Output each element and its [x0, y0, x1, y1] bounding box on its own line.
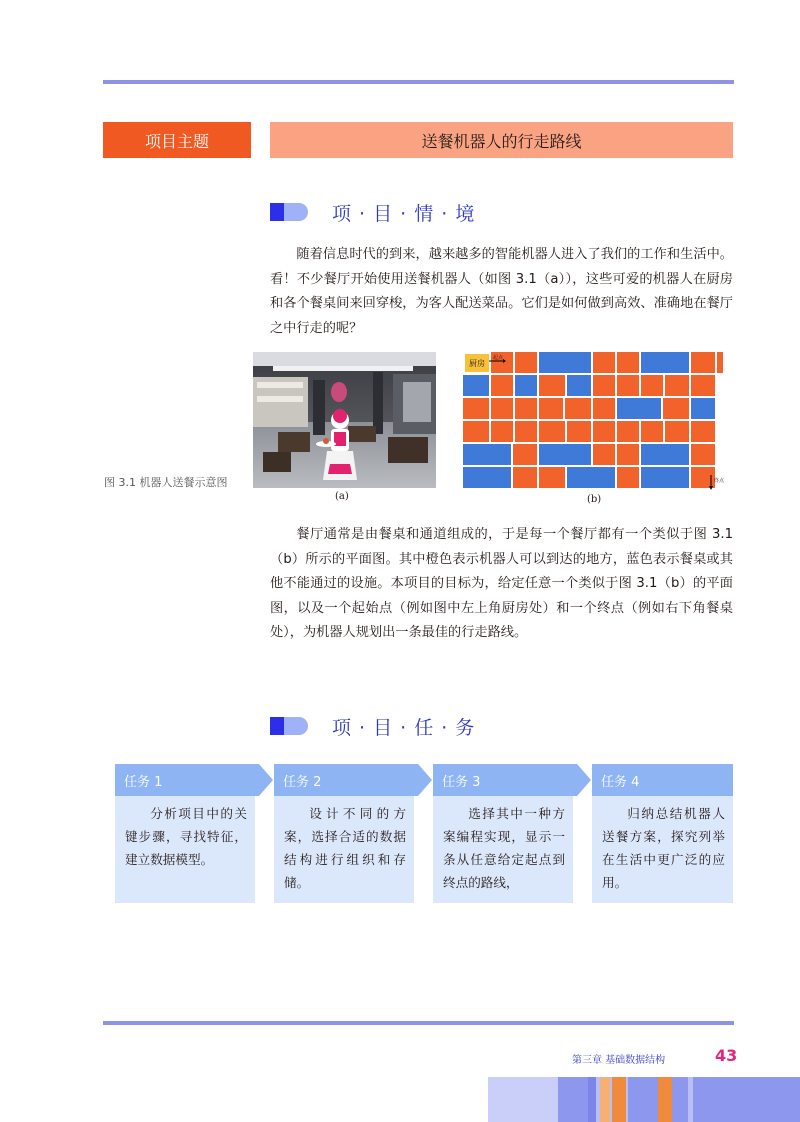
restaurant-floor-plan	[463, 352, 723, 492]
kitchen-marker	[465, 354, 489, 372]
passable-cell	[617, 421, 639, 442]
passable-cell	[491, 398, 513, 419]
end-label: 终点	[714, 478, 725, 484]
passable-cell	[513, 467, 537, 488]
passable-cell	[691, 375, 715, 396]
passable-cell	[691, 444, 715, 465]
figure-b-label: (b)	[587, 494, 602, 505]
passable-cell	[515, 352, 537, 373]
passable-cell	[515, 421, 537, 442]
passable-cell	[665, 375, 689, 396]
theme-title: 送餐机器人的行走路线	[270, 122, 733, 158]
kitchen-label: 厨房	[469, 359, 485, 368]
blocked-cell	[463, 467, 511, 488]
blocked-cell	[463, 375, 489, 396]
passable-cell	[617, 444, 639, 465]
passable-cell	[617, 352, 639, 373]
passable-cell	[513, 444, 537, 465]
blocked-cell	[463, 444, 511, 465]
task-3-body: 选择其中一种方案编程实现，显示一条从任意给定起点到终点的路线，	[433, 796, 573, 903]
passable-cell	[515, 398, 537, 419]
blocked-cell	[567, 467, 615, 488]
passable-cell	[539, 398, 563, 419]
passable-cell	[567, 421, 591, 442]
task-2-body: 设计不同的方案，选择合适的数据结构进行组织和存储。	[274, 796, 414, 903]
task-4-body: 归纳总结机器人送餐方案，探究列举在生活中更广泛的应用。	[592, 796, 733, 903]
section-marker-icon	[270, 717, 310, 735]
passable-cell	[641, 421, 663, 442]
section-situation-header	[270, 197, 475, 227]
passable-cell	[491, 375, 513, 396]
end-marker	[709, 475, 725, 490]
goal-paragraph: 餐厅通常是由餐桌和通道组成的，于是每一个餐厅都有一个类似于图 3.1（b）所示的平面图。其中橙色表示机器人可以到达的地方，蓝色表示餐桌或其他不能通过的设施。本项目的目标为，给定任意一个类似于图 3.1（b）的平面图，以及一个起始点（例如图中左上角厨房处）和一个终点（例如右下角餐桌处），为机器人规划出一条最佳的行走路线。	[270, 527, 733, 640]
passable-cell	[463, 421, 489, 442]
blocked-cell	[691, 398, 715, 419]
task-4-title: 任务 4	[601, 774, 640, 790]
task-2-title: 任务 2	[283, 774, 322, 790]
task-2-header	[274, 764, 432, 796]
robot-restaurant-photo	[253, 352, 436, 488]
top-rule	[103, 80, 734, 84]
passable-cell	[617, 375, 639, 396]
section-situation-title: 项 · 目 · 情 · 境	[332, 202, 476, 225]
passable-cell	[463, 398, 489, 419]
passable-cell	[539, 421, 565, 442]
footer-decoration	[488, 1077, 800, 1122]
passable-cell	[691, 352, 715, 373]
passable-cell	[593, 421, 615, 442]
passable-cell	[665, 421, 689, 442]
task-1-title: 任务 1	[124, 774, 163, 790]
passable-cell	[691, 421, 715, 442]
blocked-cell	[641, 352, 689, 373]
passable-cell	[593, 352, 615, 373]
passable-cell	[539, 467, 565, 488]
task-list	[115, 764, 735, 904]
passable-cell	[617, 467, 639, 488]
section-task-header	[270, 711, 475, 741]
passable-cell	[641, 375, 663, 396]
theme-label: 项目主题	[103, 122, 251, 158]
figure-a-label: (a)	[335, 491, 349, 502]
bottom-rule	[103, 1021, 734, 1025]
blocked-cell	[641, 444, 689, 465]
blocked-cell	[539, 444, 591, 465]
passable-cell	[565, 398, 591, 419]
blocked-cell	[617, 398, 661, 419]
passable-cell	[539, 375, 565, 396]
figure-caption: 图 3.1 机器人送餐示意图	[104, 476, 228, 489]
passable-cell	[491, 421, 513, 442]
task-3-header	[433, 764, 591, 796]
passable-cell	[593, 375, 615, 396]
task-4-header	[592, 764, 733, 796]
blocked-cell	[515, 375, 537, 396]
passable-cell	[593, 444, 615, 465]
passable-cell	[593, 398, 615, 419]
footer-chapter: 第三章 基础数据结构	[572, 1055, 666, 1066]
passable-cell	[717, 352, 723, 373]
page-number: 43	[715, 1046, 738, 1065]
task-3-title: 任务 3	[442, 774, 481, 790]
blocked-cell	[567, 375, 591, 396]
section-task-title: 项 · 目 · 任 · 务	[332, 716, 476, 739]
blocked-cell	[641, 467, 689, 488]
section-marker-icon	[270, 203, 310, 221]
intro-paragraph: 随着信息时代的到来，越来越多的智能机器人进入了我们的工作和生活中。看！不少餐厅开始使用送餐机器人（如图 3.1（a）），这些可爱的机器人在厨房和各个餐桌间来回穿梭，为客人配送菜品。它们是如何做到高效、准确地在餐厅之中行走的呢？	[270, 247, 733, 336]
passable-cell	[663, 398, 689, 419]
start-label: 起点	[493, 355, 504, 361]
task-1-header	[115, 764, 273, 796]
blocked-cell	[539, 352, 591, 373]
task-1-body: 分析项目中的关键步骤，寻找特征，建立数据模型。	[115, 796, 255, 903]
